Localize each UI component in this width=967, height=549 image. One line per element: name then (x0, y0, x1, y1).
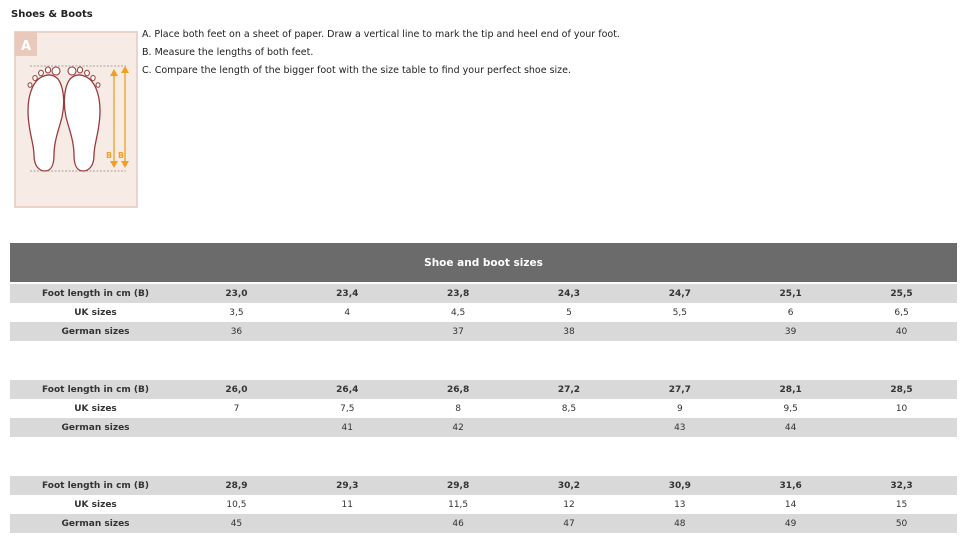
size-cell: 31,6 (735, 476, 846, 495)
foot-measurement-illustration (14, 31, 138, 208)
size-table-title: Shoe and boot sizes (10, 243, 957, 282)
size-cell: 41 (292, 418, 403, 437)
size-cell: 4,5 (403, 303, 514, 322)
size-cell: 39 (735, 322, 846, 341)
german-sizes-row (10, 322, 957, 341)
size-cell: 7 (181, 399, 292, 418)
page-title: Shoes & Boots (11, 9, 93, 20)
row-label: UK sizes (10, 303, 181, 322)
size-cell (181, 418, 292, 437)
size-cell: 23,0 (181, 284, 292, 303)
measurement-instructions (142, 29, 620, 83)
size-cell: 26,8 (403, 380, 514, 399)
size-cell: 3,5 (181, 303, 292, 322)
size-cell: 10,5 (181, 495, 292, 514)
row-label: Foot length in cm (B) (10, 380, 181, 399)
size-cell (514, 418, 625, 437)
size-cell (292, 322, 403, 341)
feet-diagram-icon (14, 31, 138, 208)
size-table-block (10, 476, 957, 533)
foot-length-row (10, 476, 957, 495)
foot-length-row (10, 380, 957, 399)
instruction-step: C. Compare the length of the bigger foot with the size table to find your perfect shoe size. (142, 65, 572, 76)
size-cell: 5 (514, 303, 625, 322)
size-cell: 10 (846, 399, 957, 418)
size-cell: 28,1 (735, 380, 846, 399)
size-cell (292, 514, 403, 533)
size-cell: 7,5 (292, 399, 403, 418)
instruction-step: B. Measure the lengths of both feet. (142, 47, 314, 58)
size-cell: 8 (403, 399, 514, 418)
size-cell: 29,3 (292, 476, 403, 495)
size-cell: 12 (514, 495, 625, 514)
row-label: Foot length in cm (B) (10, 476, 181, 495)
size-cell: 23,4 (292, 284, 403, 303)
size-cell: 6 (735, 303, 846, 322)
row-label: Foot length in cm (B) (10, 284, 181, 303)
uk-sizes-row (10, 495, 957, 514)
size-cell: 28,9 (181, 476, 292, 495)
size-cell: 9,5 (735, 399, 846, 418)
size-cell: 37 (403, 322, 514, 341)
row-label: UK sizes (10, 399, 181, 418)
size-cell: 27,7 (624, 380, 735, 399)
size-cell: 24,7 (624, 284, 735, 303)
size-cell: 42 (403, 418, 514, 437)
row-label: German sizes (10, 514, 181, 533)
size-cell: 9 (624, 399, 735, 418)
row-label: UK sizes (10, 495, 181, 514)
row-label: German sizes (10, 322, 181, 341)
size-cell: 6,5 (846, 303, 957, 322)
instruction-step: A. Place both feet on a sheet of paper. Draw a vertical line to mark the tip and heel end of your foot. (142, 29, 620, 40)
marker-b-right: B (117, 151, 125, 160)
size-cell: 40 (846, 322, 957, 341)
panel-letter: A (20, 39, 32, 54)
size-cell: 25,5 (846, 284, 957, 303)
size-cell: 26,4 (292, 380, 403, 399)
size-cell: 5,5 (624, 303, 735, 322)
size-table-block (10, 380, 957, 437)
size-cell: 50 (846, 514, 957, 533)
size-cell: 29,8 (403, 476, 514, 495)
size-cell: 8,5 (514, 399, 625, 418)
german-sizes-row (10, 418, 957, 437)
size-cell: 49 (735, 514, 846, 533)
size-cell: 26,0 (181, 380, 292, 399)
size-cell: 4 (292, 303, 403, 322)
size-cell: 32,3 (846, 476, 957, 495)
size-cell: 23,8 (403, 284, 514, 303)
uk-sizes-row (10, 303, 957, 322)
size-cell: 36 (181, 322, 292, 341)
size-cell: 27,2 (514, 380, 625, 399)
size-cell: 28,5 (846, 380, 957, 399)
marker-b-left: B (105, 151, 113, 160)
size-cell: 46 (403, 514, 514, 533)
size-cell: 14 (735, 495, 846, 514)
size-cell (846, 418, 957, 437)
size-cell: 43 (624, 418, 735, 437)
size-cell: 47 (514, 514, 625, 533)
size-cell: 15 (846, 495, 957, 514)
size-cell: 48 (624, 514, 735, 533)
size-table-block (10, 284, 957, 341)
size-cell: 38 (514, 322, 625, 341)
size-cell: 13 (624, 495, 735, 514)
uk-sizes-row (10, 399, 957, 418)
size-cell: 24,3 (514, 284, 625, 303)
german-sizes-row (10, 514, 957, 533)
size-cell: 11 (292, 495, 403, 514)
row-label: German sizes (10, 418, 181, 437)
size-cell: 11,5 (403, 495, 514, 514)
foot-length-row (10, 284, 957, 303)
size-cell: 30,9 (624, 476, 735, 495)
size-cell (624, 322, 735, 341)
size-cell: 25,1 (735, 284, 846, 303)
size-cell: 45 (181, 514, 292, 533)
size-cell: 44 (735, 418, 846, 437)
size-cell: 30,2 (514, 476, 625, 495)
